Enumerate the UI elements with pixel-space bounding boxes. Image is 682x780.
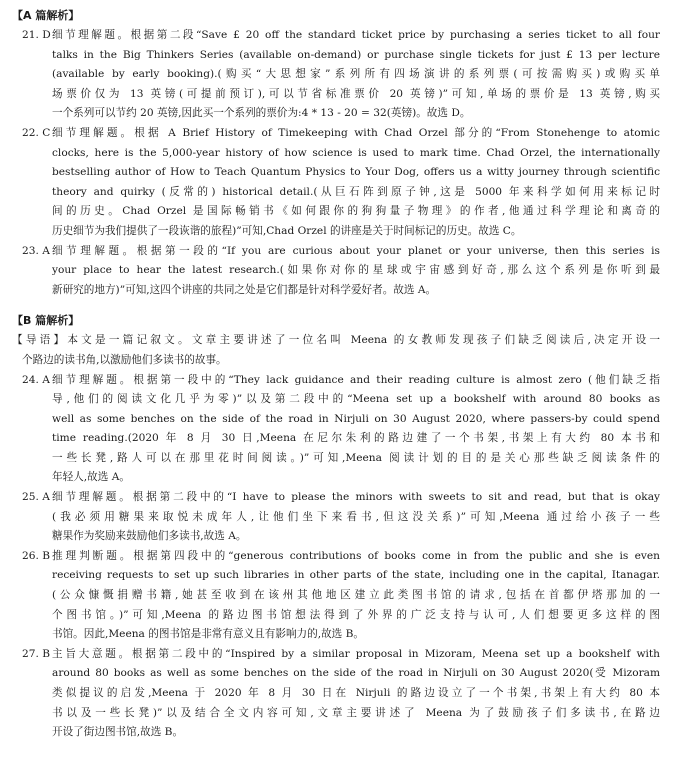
explanation-text: [52, 488, 660, 547]
text-line: bestselling author of How to Teach Quantum Physics to Your Dog, offers us a witty journey through scientific: [52, 166, 660, 179]
text-line: 糖果作为奖励来鼓励他们多读书,故选 A。: [52, 530, 247, 543]
text-line: 细节理解题。根据第二段“Save £ 20 off the standard ticket price by purchasing a series ticket to all four: [52, 29, 660, 41]
text-line: (公众慷慨捐赠书籍,她甚至收到在该州其他地区建立此类图书馆的请求,包括在首都伊塔那加的一: [52, 589, 660, 602]
question-23: [12, 242, 660, 301]
text-line: 开设了街边图书馆,故选 B。: [52, 726, 184, 739]
text-line: (我必须用糖果来取悦未成年人,让他们坐下来看书,但这没关系)”可知,Meena 通过给小孩子一些: [52, 510, 660, 523]
question-21: [12, 26, 660, 124]
text-line: 类似提议的启发,Meena 于 2020 年 8 月 30 日在 Nirjuli 的路边设立了一个书架,书架上有大约 80 本: [52, 687, 660, 699]
text-line: 细节理解题。根据第一段的“If you are curious about your planet or your universe, then this series is: [52, 244, 660, 257]
text-line: 主旨大意题。根据第二段中的“Inspired by a similar proposal in Mizoram, Meena set up a bookshelf with: [52, 647, 660, 660]
text-line: well as some benches on the side of the road in Nirjuli on 30 August 2020, where passers-by could spend: [52, 412, 660, 425]
question-number: 24. A: [22, 373, 50, 386]
question-27: [12, 645, 660, 743]
question-25: [12, 488, 660, 547]
text-line: 新研究的地方)”可知,这四个讲座的共同之处是它们都是针对科学爱好者。故选 A。: [52, 283, 437, 296]
question-22: [12, 124, 660, 242]
text-line: 细节理解题。根据第二段中的“I have to please the minors with sweets to sit and read, but that is okay: [52, 491, 660, 504]
question-number: 26. B: [22, 549, 50, 562]
question-26: [12, 547, 660, 645]
text-line: 间的历史。Chad Orzel 是国际畅销书《如何跟你的狗狗量子物理》的作者,他通过科学理论和离奇的: [52, 205, 660, 218]
text-line: 场票价仅为 13 英镑(可提前预订),可以节省标准票价 20 英镑)”可知,单场的票价是 13 英镑,购买: [52, 87, 660, 100]
text-line: around 80 books as well as some benches on the side of the road in Nirjuli on 30 August 2020(受 Mizoram: [52, 667, 660, 680]
text-line: time reading.(2020 年 8 月 30 日,Meena 在尼尔朱利的路边建了一个书架,书架上有大约 80 本书和: [52, 432, 660, 445]
explanation-text: [52, 645, 660, 743]
text-line: 一些长凳,路人可以在那里花时间阅读。)”可知,Meena 阅读计划的目的是关心那些缺乏阅读条件的: [52, 451, 660, 464]
section-b-intro: [12, 331, 660, 370]
explanation-text: [52, 26, 660, 124]
question-number: 22. C: [22, 126, 51, 139]
question-24: [12, 371, 660, 489]
text-line: theory and quirky (反常的) historical detail.(从巨石阵到原子钟,这是 5000 年来科学如何用来标记时: [52, 185, 660, 198]
text-line: 历史细节为我们提供了一段诙谐的旅程)”可知,Chad Orzel 的讲座是关于时间标记的历史。故选 C。: [52, 224, 522, 237]
question-number: 25. A: [22, 491, 50, 504]
text-line: 细节理解题。根据 A Brief History of Timekeeping with Chad Orzel 部分的“From Stonehenge to atomic: [52, 126, 660, 139]
explanation-text: [52, 371, 660, 489]
section-b-title: 【B 篇解析】: [12, 314, 80, 328]
explanation-text: [52, 242, 660, 301]
section-a-title: 【A 篇解析】: [12, 9, 80, 22]
intro-line: 个路边的读书角,以激励他们多读书的故事。: [22, 353, 227, 366]
text-line: receiving requests to set up such libraries in other parts of the state, including one in the capital, Itanagar.: [52, 569, 660, 582]
text-line: (available by early booking).(购买“大思想家”系列所有四场演讲的系列票(可按需购买)或购买单: [52, 68, 660, 81]
text-line: 书以及一些长凳)”以及结合全文内容可知,文章主要讲述了 Meena 为了鼓励孩子们多读书,在路边: [52, 706, 660, 719]
text-line: your place to hear the latest research.(如果你对你的星球或宇宙感到好奇,那么这个系列是你听到最: [52, 264, 660, 277]
text-line: clocks, here is the 5,000-year history of how science is used to mark time. Chad Orzel, the internationally: [52, 146, 660, 159]
intro-line: 【导语】本文是一篇记叙文。文章主要讲述了一位名叫 Meena 的女教师发现孩子们缺乏阅读后,决定开设一: [12, 334, 660, 347]
section-spacer: [12, 300, 660, 311]
text-line: 导,他们的阅读文化几乎为零)”以及第二段中的“Meena set up a bookshelf with around 80 books as: [52, 393, 660, 406]
text-line: 书馆。因此,Meena 的图书馆是非常有意义且有影响力的,故选 B。: [52, 628, 365, 641]
text-line: talks in the Big Thinkers Series (available on-demand) or purchase single tickets for just £ 13 per lecture: [52, 48, 660, 61]
question-number: 27. B: [22, 647, 50, 660]
text-line: 细节理解题。根据第一段中的“They lack guidance and their reading culture is almost zero (他们缺乏指: [52, 373, 660, 386]
text-line: 一个系列可以节约 20 英镑,因此买一个系列的票价为:4 * 13 - 20 = 32(英镑)。故选 D。: [52, 107, 471, 120]
text-line: 个图书馆。)”可知,Meena 的路边图书馆想法得到了外界的广泛支持与认可,人们想要更多这样的图: [52, 608, 660, 621]
question-number: 21. D: [22, 29, 51, 41]
text-line: 推理判断题。根据第四段中的“generous contributions of books come in from the public and she is even: [52, 549, 660, 562]
explanation-text: [52, 547, 660, 645]
text-line: 年轻人,故选 A。: [52, 471, 130, 484]
question-number: 23. A: [22, 244, 50, 257]
explanation-text: [52, 124, 660, 242]
